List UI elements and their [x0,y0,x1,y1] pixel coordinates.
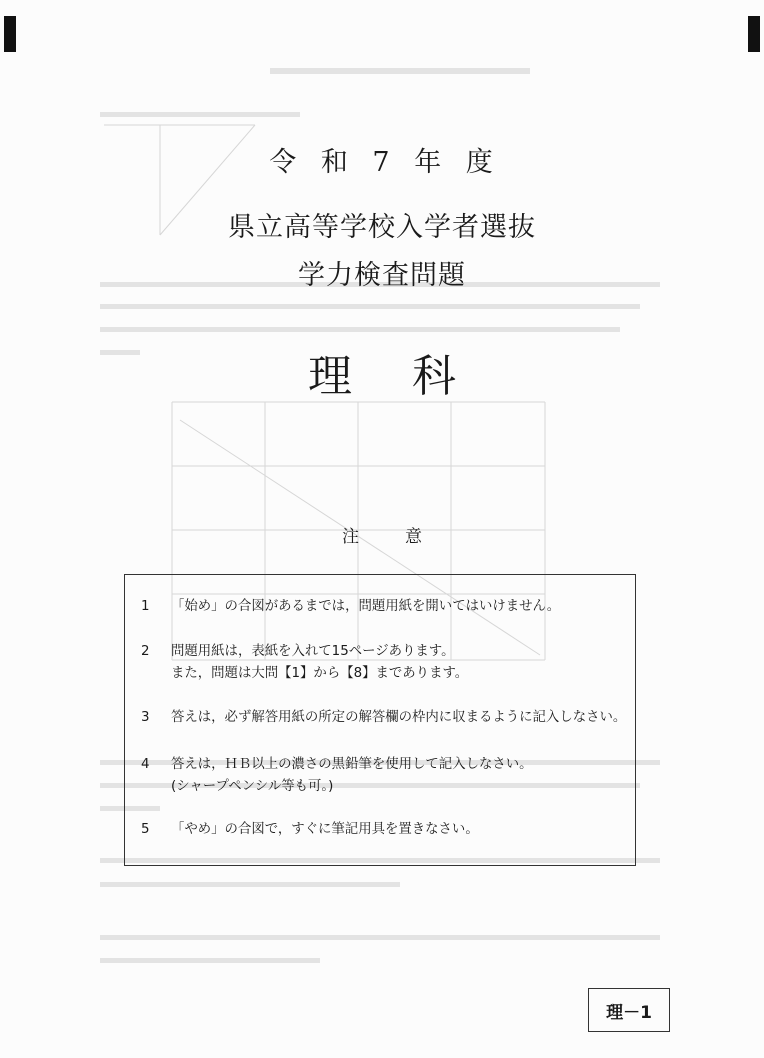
era-part: 令 [269,147,299,178]
notice-box [124,574,636,866]
notice-item-number: 2 [141,644,150,659]
notice-item-number: 5 [141,822,150,837]
notice-item-text: (シャープペンシル等も可。) [171,779,334,794]
era-part: 度 [465,147,495,178]
page-number-label: 理－1 [588,988,670,1032]
notice-item-text: 問題用紙は，表紙を入れて15ページあります。 [171,644,455,659]
notice-item-text: 「始め」の合図があるまでは，問題用紙を開いてはいけません。 [171,599,561,614]
notice-item-text: また，問題は大問【1】から【8】まであります。 [171,666,469,681]
subject-char: 理 [308,351,352,402]
notice-heading [0,522,764,547]
era-part: 和 [320,147,350,178]
exam-title-line1: 県立高等学校入学者選抜 [228,212,536,243]
era-part: 7 [372,147,392,178]
exam-title-line2: 学力検査問題 [298,260,466,291]
notice-heading-char: 意 [405,527,422,547]
notice-item-text: 「やめ」の合図で，すぐに筆記用具を置きなさい。 [171,822,479,837]
era-line [0,140,764,179]
subject-char: 科 [412,351,456,402]
notice-item-number: 4 [141,757,150,772]
notice-item-text: 答えは，ＨＢ以上の濃さの黒鉛筆を使用して記入しなさい。 [171,757,533,772]
era-part: 年 [414,147,444,178]
subject-title [0,340,764,404]
notice-item-text: 答えは，必ず解答用紙の所定の解答欄の枠内に収まるように記入しなさい。 [171,710,627,725]
notice-item-number: 3 [141,710,150,725]
notice-heading-char: 注 [342,527,359,547]
notice-item-number: 1 [141,599,150,614]
